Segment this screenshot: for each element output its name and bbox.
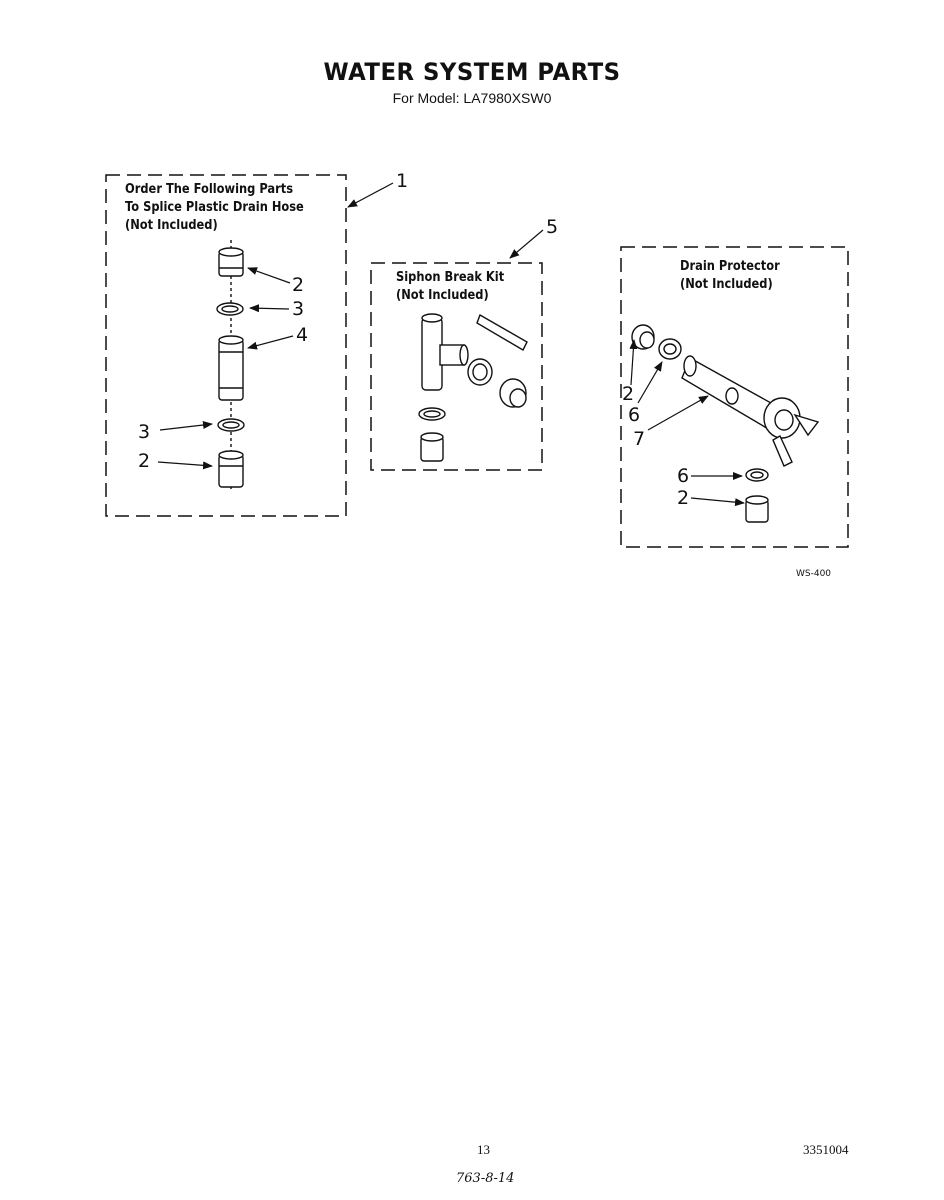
callout-splice-4: 4 (296, 324, 309, 346)
callout-splice-2a: 2 (292, 274, 305, 296)
callout-drain-7: 7 (633, 428, 646, 450)
callout-drain-2b: 2 (677, 487, 690, 509)
callout-splice-3b: 3 (138, 421, 151, 443)
callout-splice-3a: 3 (292, 298, 305, 320)
figure-code: WS-400 (796, 569, 832, 579)
leader-1 (348, 183, 393, 207)
siphon-box-label-line1: Siphon Break Kit (396, 270, 505, 285)
siphon-kit-parts (419, 314, 527, 461)
splice-box-label-line1: Order The Following Parts (125, 182, 294, 197)
drain-box-label-line1: Drain Protector (680, 259, 780, 274)
callout-drain-6b: 6 (677, 465, 690, 487)
handwritten-note: 763-8-14 (456, 1171, 515, 1186)
splice-stack (217, 240, 244, 490)
page-title: WATER SYSTEM PARTS (323, 58, 621, 86)
splice-box-label-line2: To Splice Plastic Drain Hose (125, 200, 304, 215)
callout-1: 1 (396, 170, 409, 192)
callout-5: 5 (546, 216, 559, 238)
splice-box-label-line3: (Not Included) (125, 218, 218, 233)
callout-drain-2a: 2 (622, 383, 635, 405)
document-number: 3351004 (803, 1142, 849, 1157)
siphon-box-label-line2: (Not Included) (396, 288, 489, 303)
callout-drain-6a: 6 (628, 404, 641, 426)
model-subtitle: For Model: LA7980XSW0 (392, 90, 552, 106)
drain-box-label-line2: (Not Included) (680, 277, 773, 292)
page-number: 13 (477, 1142, 490, 1157)
callout-splice-2b: 2 (138, 450, 151, 472)
leader-5 (510, 230, 543, 258)
